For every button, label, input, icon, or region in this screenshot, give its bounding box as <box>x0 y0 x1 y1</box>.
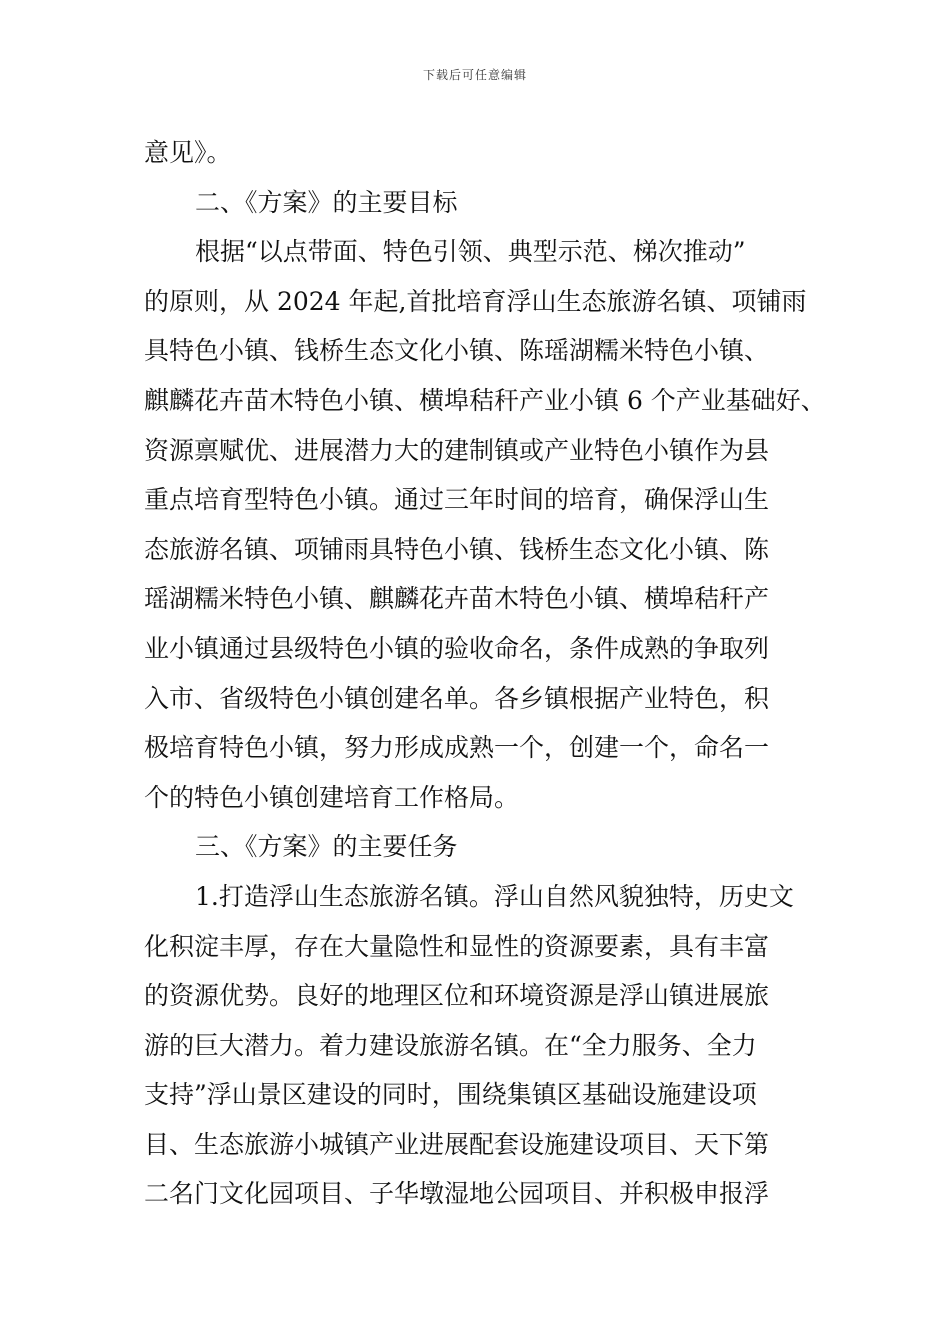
text-line-5: 具特色小镇、钱桥生态文化小镇、陈瑶湖糯米特色小镇、 <box>144 336 770 366</box>
text-line-6: 麒麟花卉苗木特色小镇、横埠秸秆产业小镇 6 个产业基础好、 <box>144 385 826 415</box>
text-line-3: 根据“以点带面、特色引领、典型示范、梯次推动” <box>195 237 746 267</box>
text-line-12: 入市、省级特色小镇创建名单。各乡镇根据产业特色，积 <box>144 683 770 713</box>
text-line-1: 意见》。 <box>144 138 232 167</box>
text-line-4: 的原则，从 2024 年起,首批培育浮山生态旅游名镇、项铺雨 <box>144 286 807 316</box>
text-line-7: 资源禀赋优、进展潜力大的建制镇或产业特色小镇作为县 <box>144 435 770 465</box>
text-line-16: 1.打造浮山生态旅游名镇。浮山自然风貌独特，历史文 <box>195 881 794 911</box>
text-line-11: 业小镇通过县级特色小镇的验收命名，条件成熟的争取列 <box>144 633 770 663</box>
section-heading-goals: 二、《方案》的主要目标 <box>195 187 458 217</box>
text-line-13: 极培育特色小镇，努力形成成熟一个，创建一个，命名一 <box>144 733 770 763</box>
document-body <box>144 128 826 1219</box>
text-line-18: 的资源优势。良好的地理区位和环境资源是浮山镇进展旅 <box>144 981 770 1011</box>
text-line-14: 个的特色小镇创建培育工作格局。 <box>144 782 520 812</box>
text-line-22: 二名门文化园项目、子华墩湿地公园项目、并积极申报浮 <box>144 1179 770 1209</box>
text-line-17: 化积淀丰厚，存在大量隐性和显性的资源要素，具有丰富 <box>144 931 770 961</box>
section-heading-tasks: 三、《方案》的主要任务 <box>195 832 458 862</box>
text-line-9: 态旅游名镇、项铺雨具特色小镇、钱桥生态文化小镇、陈 <box>144 534 770 564</box>
text-line-21: 目、生态旅游小城镇产业进展配套设施建设项目、天下第 <box>144 1129 770 1159</box>
page-header: 下载后可任意编辑 <box>422 68 527 82</box>
text-line-20: 支持”浮山景区建设的同时，围绕集镇区基础设施建设项 <box>144 1080 757 1110</box>
text-line-10: 瑶湖糯米特色小镇、麒麟花卉苗木特色小镇、横埠秸秆产 <box>144 584 770 614</box>
text-line-19: 游的巨大潜力。着力建设旅游名镇。在“全力服务、全力 <box>144 1030 757 1060</box>
text-line-8: 重点培育型特色小镇。通过三年时间的培育，确保浮山生 <box>144 485 770 515</box>
